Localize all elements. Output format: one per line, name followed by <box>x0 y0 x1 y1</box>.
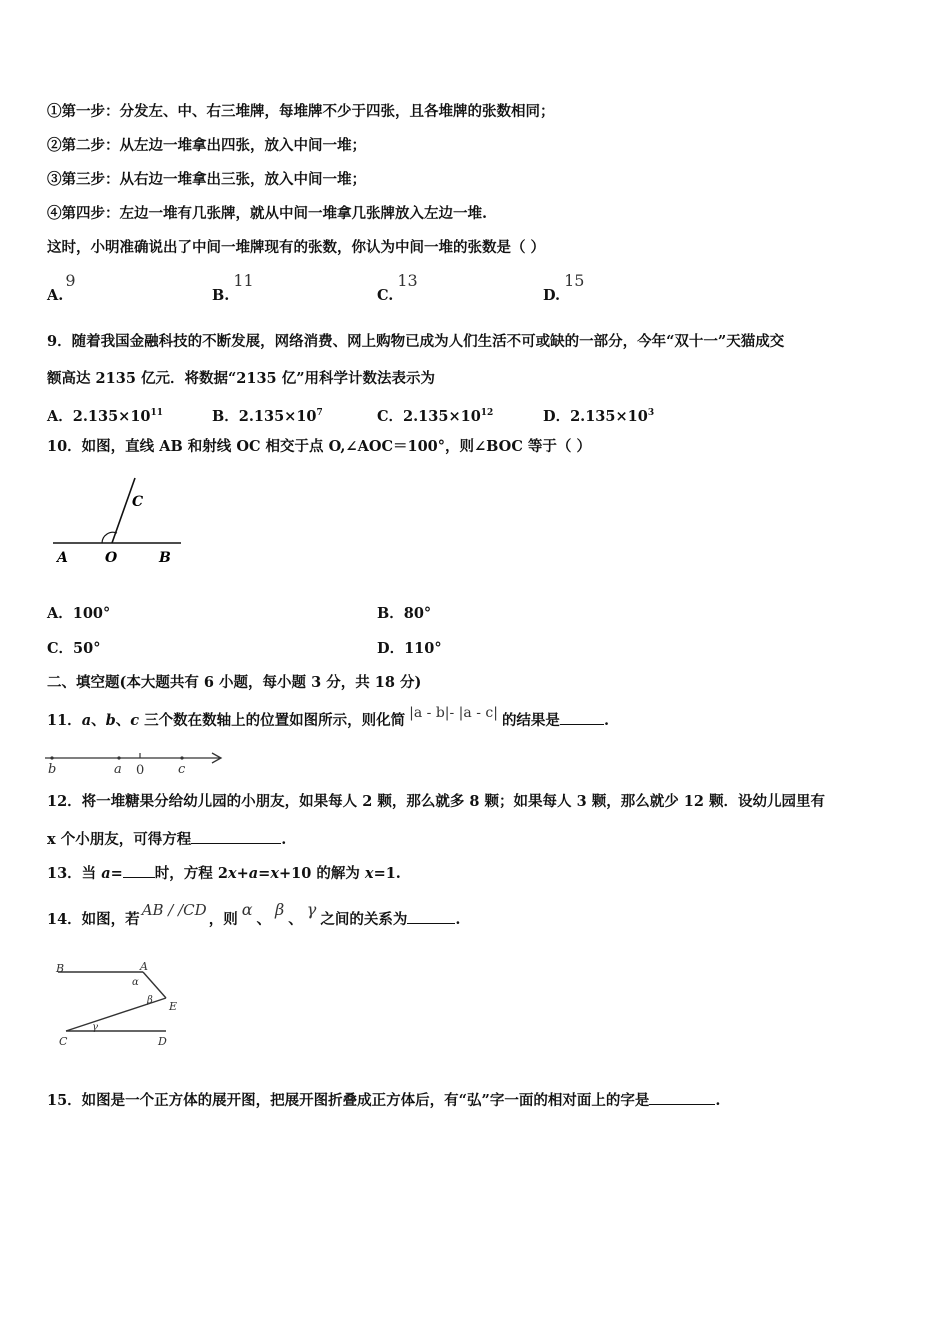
q10-option-b: B．80° <box>377 605 432 622</box>
q14-label-c: C <box>59 1035 68 1048</box>
q8-option-a: A.9 <box>47 271 76 304</box>
q11-label-a: a <box>114 762 122 776</box>
q13-answer-blank[interactable] <box>123 863 155 878</box>
q11-answer-blank[interactable] <box>560 710 604 725</box>
q14-label-e: E <box>169 1000 178 1013</box>
section-heading: 二、填空题(本大题共有 6 小题，每小题 3 分，共 18 分) <box>47 674 422 691</box>
step-2: ②第二步：从左边一堆拿出四张，放入中间一堆； <box>47 137 366 154</box>
q15-stem: 15．如图是一个正方体的展开图，把展开图折叠成正方体后，有“弘”字一面的相对面上的字是 . <box>47 1092 721 1109</box>
q10-label-b: B <box>159 550 171 566</box>
q9-option-a: A．$2.135\times 10^{11}$ <box>47 407 164 425</box>
q8-question: 这时，小明准确说出了中间一堆牌现有的张数，你认为中间一堆的张数是（ ） <box>47 239 546 256</box>
q11-point-b <box>50 756 53 759</box>
q10-option-a: A．100° <box>47 605 111 622</box>
q9-stem-line2: 额高达 2135 亿元．将数据“2135 亿”用科学计数法表示为 <box>47 370 436 387</box>
q8-option-d: D.15 <box>543 271 585 304</box>
q14-condition: AB / /CD <box>141 901 207 919</box>
q10-option-d: D．110° <box>377 640 442 657</box>
q9-option-d: D．$2.135\times 10^3$ <box>543 407 655 425</box>
q11-point-c <box>180 756 183 759</box>
q12-stem-line2: x 个小朋友，可得方程 . <box>47 831 287 848</box>
q11-label-b: b <box>48 762 57 776</box>
q9-stem-line1: 9．随着我国金融科技的不断发展，网络消费、网上购物已成为人们生活不可或缺的一部分，今年“双十一”天猫成交 <box>47 333 785 350</box>
q10-angle-figure <box>45 470 190 570</box>
q8-option-b: B.11 <box>212 271 254 304</box>
q11-label-c: c <box>178 762 186 776</box>
q10-option-c: C．50° <box>47 640 101 657</box>
q11-label-zero: 0 <box>136 763 145 776</box>
q14-label-beta: β <box>147 995 153 1006</box>
q8-option-c: C.13 <box>377 271 418 304</box>
q13-stem: 13．当 a= 时，方程 2x+a=x+10 的解为 x=1. <box>47 865 401 882</box>
q10-stem: 10．如图，直线 AB 和射线 OC 相交于点 O,∠AOC＝100°，则∠BOC 等于（ ） <box>47 438 591 455</box>
q14-label-gamma: γ <box>92 1022 98 1033</box>
q14-answer-blank[interactable] <box>407 909 455 924</box>
q14-stem: 14．如图，若AB / /CD，则α、β、γ之间的关系为 . <box>47 900 461 928</box>
q10-label-a: A <box>57 550 68 566</box>
q14-parallel-figure <box>48 958 188 1053</box>
q9-option-b: B．$2.135\times 10^7$ <box>212 407 323 425</box>
q9-option-c: C．$2.135\times 10^{12}$ <box>377 407 494 425</box>
q14-label-d: D <box>158 1035 167 1048</box>
step-4: ④第四步：左边一堆有几张牌，就从中间一堆拿几张牌放入左边一堆. <box>47 205 488 222</box>
q14-label-a: A <box>140 960 148 973</box>
q10-ray-oc <box>112 478 135 543</box>
q11-expression: |a - b|- |a - c| <box>409 705 498 721</box>
q11-stem: 11．a、b、c 三个数在数轴上的位置如图所示，则化简 |a - b|- |a - c| 的结果是 . <box>47 705 609 729</box>
step-3: ③第三步：从右边一堆拿出三张，放入中间一堆； <box>47 171 366 188</box>
q12-stem-line1: 12．将一堆糖果分给幼儿园的小朋友，如果每人 2 颗，那么就多 8 颗；如果每人 3 颗，那么就少 12 颗．设幼儿园里有 <box>47 793 826 810</box>
q11-number-line <box>42 748 232 776</box>
q10-label-o: O <box>105 550 118 566</box>
q11-point-a <box>117 756 120 759</box>
q14-label-alpha: α <box>132 977 139 988</box>
q12-answer-blank[interactable] <box>191 829 281 844</box>
q10-label-c: C <box>132 494 144 510</box>
q14-label-b: B <box>56 962 65 975</box>
step-1: ①第一步：分发左、中、右三堆牌，每堆牌不少于四张，且各堆牌的张数相同； <box>47 103 555 120</box>
q15-answer-blank[interactable] <box>649 1090 715 1105</box>
